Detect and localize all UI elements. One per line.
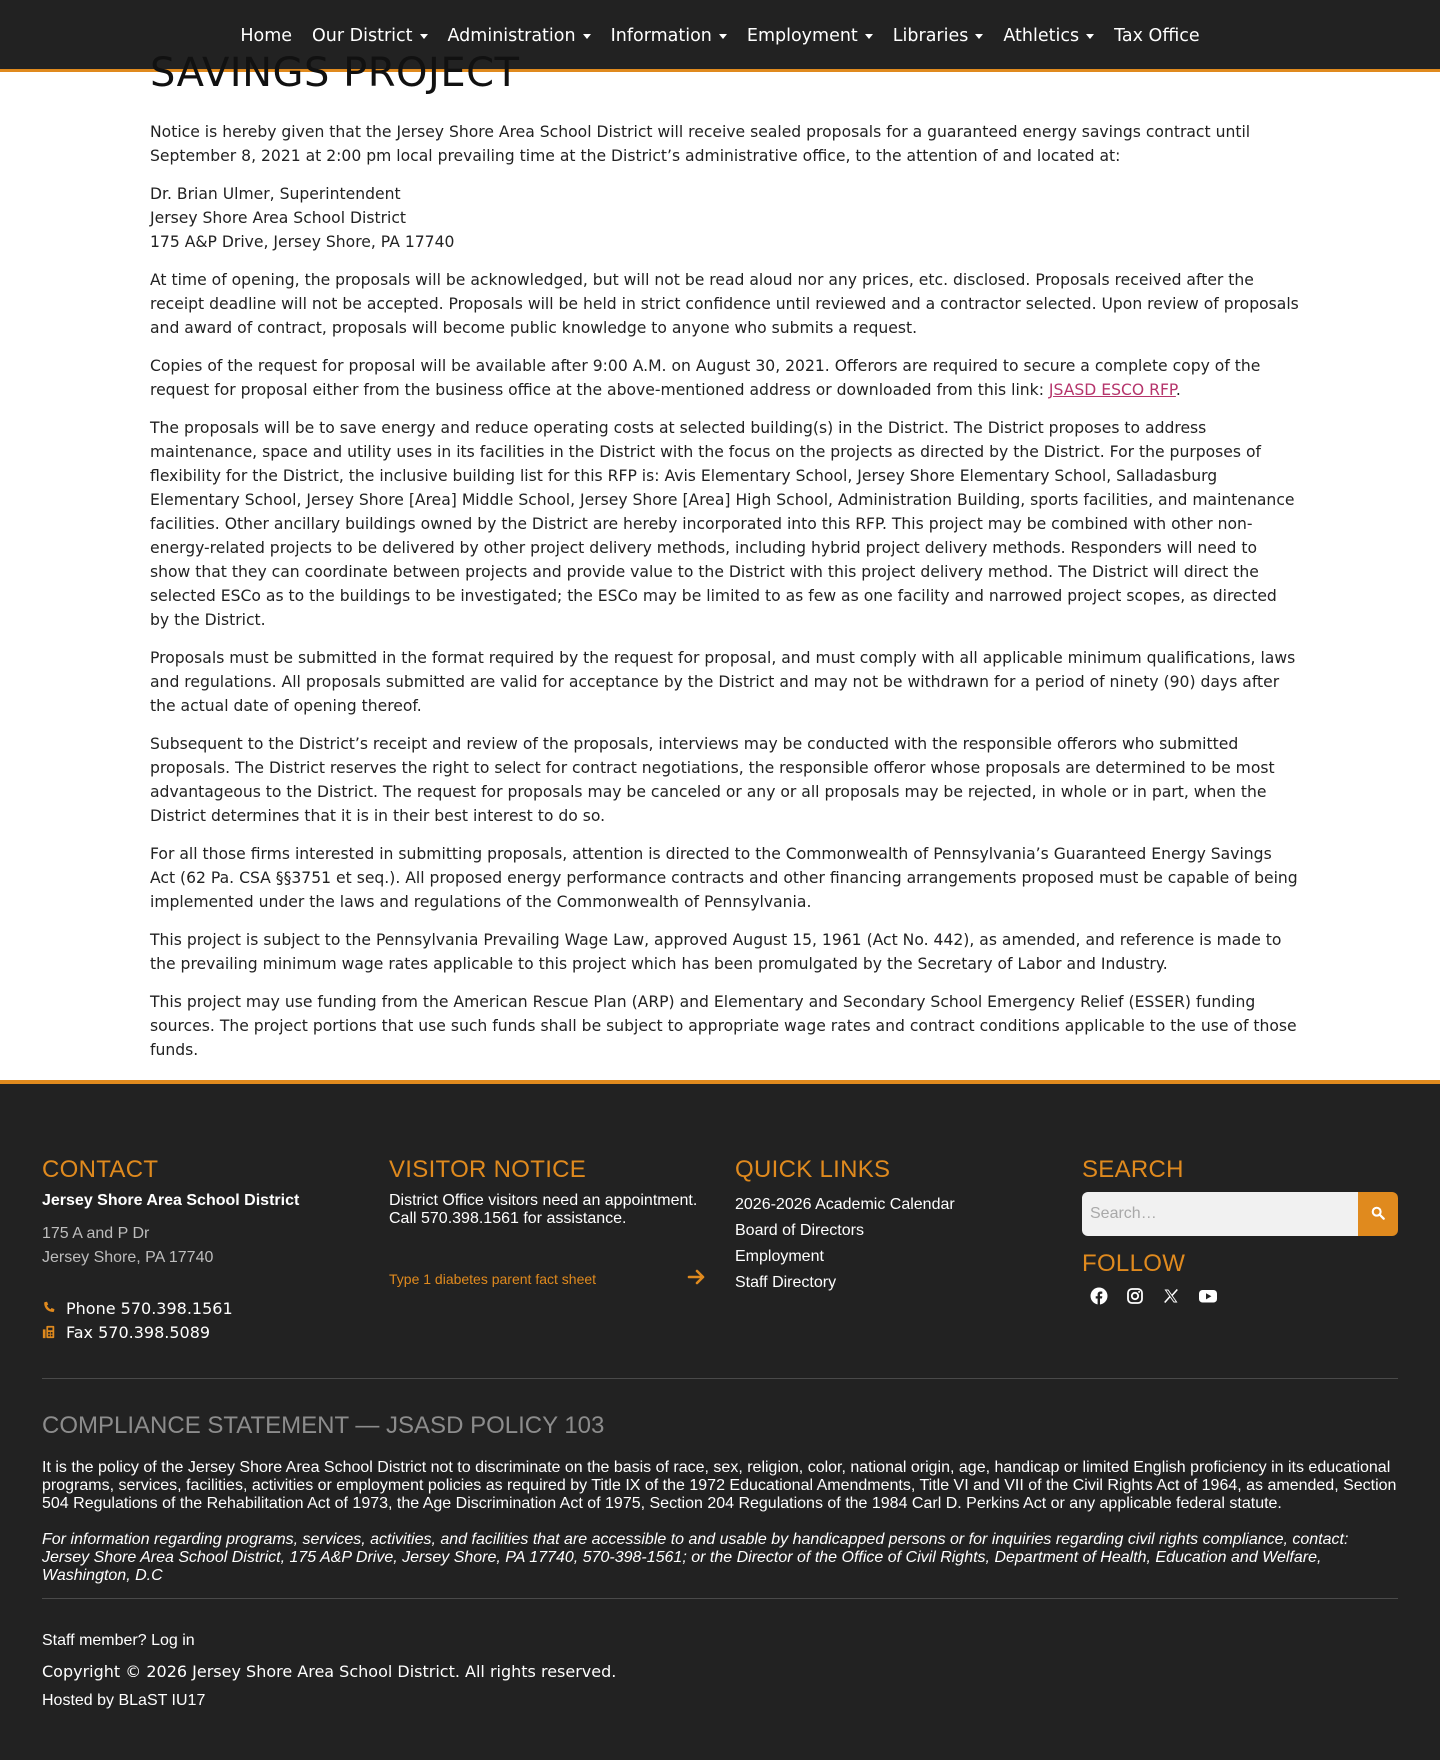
fax-icon [42, 1325, 58, 1339]
quick-link-academic-calendar[interactable]: 2026-2026 Academic Calendar [735, 1196, 955, 1213]
fact-sheet-link[interactable] [389, 1268, 707, 1290]
x-twitter-icon[interactable] [1162, 1284, 1198, 1308]
nav-label: Athletics [1003, 26, 1080, 46]
address-line: Dr. Brian Ulmer, Superintendent [150, 185, 401, 203]
search-column [1082, 1156, 1398, 1277]
copyright: Copyright © 2026 Jersey Shore Area School District. All rights reserved. [42, 1662, 617, 1681]
nav-label: Libraries [892, 26, 969, 46]
fact-sheet-label: Type 1 diabetes parent fact sheet [389, 1271, 597, 1287]
paragraph: For all those firms interested in submitting proposals, attention is directed to the Commonwealth of Pennsylvania’s Guaranteed Energy Savings Act (62 Pa. CSA §§3751 et seq.). All proposed energy performance contracts and other financing arrangements proposed must be capable of being implemented under the laws and regulations of the Commonwealth of Pennsylvania. [150, 845, 1298, 911]
nav-label: Tax Office [1114, 26, 1200, 46]
quick-link-board-of-directors[interactable]: Board of Directors [735, 1222, 864, 1239]
site-footer [0, 1080, 1440, 1760]
youtube-icon[interactable] [1198, 1284, 1234, 1308]
phone-number: Phone 570.398.1561 [66, 1298, 233, 1318]
quick-links-heading: QUICK LINKS [735, 1156, 891, 1183]
paragraph: At time of opening, the proposals will be acknowledged, but will not be read aloud nor any prices, etc. disclosed. Proposals received after the receipt deadline will not be accepted. Proposals will be held in strict confidence until reviewed and a contractor selected. Upon review of proposals and award of contract, proposals will become public knowledge to anyone who submits a request. [150, 271, 1299, 337]
fax-number: Fax 570.398.5089 [66, 1322, 211, 1342]
search-icon [1371, 1205, 1385, 1224]
nav-label: Information [610, 26, 712, 46]
address-line: 175 A and P Dr [42, 1225, 150, 1242]
paragraph [150, 354, 1300, 402]
caret-down-icon [719, 34, 727, 39]
address-block [150, 182, 1300, 254]
nav-label: Home [240, 26, 293, 46]
nav-menu [0, 26, 1440, 46]
phone-icon [42, 1301, 58, 1315]
footer-divider [42, 1598, 1398, 1599]
page-title: SAVINGS PROJECT [150, 50, 520, 96]
caret-down-icon [1086, 34, 1094, 39]
quick-link-employment[interactable]: Employment [735, 1248, 824, 1265]
paragraph: Subsequent to the District’s receipt and review of the proposals, interviews may be conducted with the responsible offerors who submitted proposals. The District reserves the right to select for contract negotiations, the responsible offeror whose proposals are determined to be most advantageous to the District. The request for proposals may be canceled or any or all proposals may be rejected, in whole or in part, when the District determines that it is in their best interest to do so. [150, 735, 1275, 825]
civil-rights-contact: For information regarding programs, services, activities, and facilities that are accessible to and usable by handicapped persons or for inquiries regarding civil rights compliance, contact: Jersey Shore Area School District, 175 A&P Drive, Jersey Shore, PA 17740, 570-398-1561; or the Director of the Office of Civil Rights, Department of Health, Education and Welfare, Washington, D.C [42, 1531, 1349, 1584]
staff-login-link[interactable]: Staff member? Log in [42, 1632, 195, 1649]
fax-line [42, 1320, 299, 1344]
contact-heading: CONTACT [42, 1156, 159, 1183]
hosted-by: Hosted by BLaST IU17 [42, 1692, 206, 1709]
rfp-download-link[interactable]: JSASD ESCO RFP [1048, 381, 1176, 399]
social-links [1090, 1284, 1234, 1308]
nav-item-our-district[interactable] [312, 26, 427, 46]
nav-item-administration[interactable] [448, 26, 591, 46]
nav-label: Employment [746, 26, 858, 46]
paragraph-text: Copies of the request for proposal will be available after 9:00 A.M. on August 30, 2021. Offerors are required to secure a complete copy of the request for proposal either from the business office at the above-mentioned address or downloaded from this link: [150, 357, 1261, 399]
contact-column [42, 1156, 299, 1344]
article-body [150, 120, 1300, 1076]
facebook-icon[interactable] [1090, 1284, 1126, 1308]
nav-label: Our District [312, 26, 413, 46]
quick-links-column [735, 1156, 955, 1296]
nav-item-athletics[interactable] [1003, 26, 1094, 46]
paragraph-end: . [1175, 381, 1181, 399]
caret-down-icon [583, 34, 591, 39]
visitor-notice-heading: VISITOR NOTICE [389, 1156, 587, 1183]
nav-item-information[interactable] [611, 26, 727, 46]
visitor-notice-text: District Office visitors need an appointment. [389, 1192, 698, 1209]
caret-down-icon [420, 34, 428, 39]
visitor-notice-text: Call 570.398.1561 for assistance. [389, 1210, 627, 1227]
search-form [1082, 1192, 1398, 1236]
follow-heading: FOLLOW [1082, 1250, 1186, 1277]
compliance-statement: It is the policy of the Jersey Shore Area School District not to discriminate on the basis of race, sex, religion, color, national origin, age, handicap or limited English proficiency in its educational programs, services, facilities, activities or employment policies as required by Title IX of the 1972 Educational Amendments, Title VI and VII of the Civil Rights Act of 1964, as amended, Section 504 Regulations of the Rehabilitation Act of 1973, the Age Discrimination Act of 1975, Section 204 Regulations of the 1984 Carl D. Perkins Act or any applicable federal statute. [42, 1459, 1397, 1512]
caret-down-icon [975, 34, 983, 39]
quick-link-staff-directory[interactable]: Staff Directory [735, 1274, 837, 1291]
search-input[interactable] [1082, 1192, 1358, 1236]
nav-item-libraries[interactable] [893, 26, 984, 46]
caret-down-icon [865, 34, 873, 39]
nav-item-home[interactable] [240, 26, 292, 46]
search-button[interactable] [1358, 1192, 1398, 1236]
compliance-heading: COMPLIANCE STATEMENT — JSASD POLICY 103 [42, 1412, 605, 1439]
arrow-right-icon [687, 1268, 707, 1290]
paragraph: The proposals will be to save energy and reduce operating costs at selected building(s) in the District. The District proposes to address maintenance, space and utility uses in its facilities in the District with the focus on the projects as directed by the District. For the purposes of flexibility for the District, the inclusive building list for this RFP is: Avis Elementary School, Jersey Shore Elementary School, Salladasburg Elementary School, Jersey Shore [Area] Middle School, Jersey Shore [Area] High School, Administration Building, sports facilities, and maintenance facilities. Other ancillary buildings owned by the District are hereby incorporated into this RFP. This project may be combined with other non-energy-related projects to be delivered by other project delivery methods, including hybrid project delivery methods. Responders will need to show that they can coordinate between projects and provide value to the District with this project delivery method. The District will direct the selected ESCo as to the buildings to be investigated; the ESCo may be limited to as few as one facility and narrowed project scopes, as directed by the District. [150, 419, 1295, 629]
search-heading: SEARCH [1082, 1156, 1184, 1183]
address-line: 175 A&P Drive, Jersey Shore, PA 17740 [150, 233, 455, 251]
nav-item-employment[interactable] [747, 26, 873, 46]
district-name: Jersey Shore Area School District [42, 1192, 300, 1209]
instagram-icon[interactable] [1126, 1284, 1162, 1308]
footer-divider [42, 1378, 1398, 1379]
paragraph: Proposals must be submitted in the format required by the request for proposal, and must comply with all applicable minimum qualifications, laws and regulations. All proposals submitted are valid for acceptance by the District and may not be withdrawn for a period of ninety (90) days after the actual date of opening thereof. [150, 649, 1296, 715]
nav-item-tax-office[interactable] [1114, 26, 1200, 46]
paragraph: This project may use funding from the American Rescue Plan (ARP) and Elementary and Secondary School Emergency Relief (ESSER) funding sources. The project portions that use such funds shall be subject to appropriate wage rates and contract conditions applicable to the use of those funds. [150, 993, 1297, 1059]
address-line: Jersey Shore Area School District [150, 209, 407, 227]
address-line: Jersey Shore, PA 17740 [42, 1249, 214, 1266]
paragraph: Notice is hereby given that the Jersey Shore Area School District will receive sealed proposals for a guaranteed energy savings contract until September 8, 2021 at 2:00 pm local prevailing time at the District’s administrative office, to the attention of and located at: [150, 123, 1251, 165]
paragraph: This project is subject to the Pennsylvania Prevailing Wage Law, approved August 15, 1961 (Act No. 442), as amended, and reference is made to the prevailing minimum wage rates applicable to this project which has been promulgated by the Secretary of Labor and Industry. [150, 931, 1282, 973]
visitor-notice-column [389, 1156, 707, 1287]
phone-line[interactable] [42, 1296, 299, 1320]
nav-label: Administration [447, 26, 576, 46]
